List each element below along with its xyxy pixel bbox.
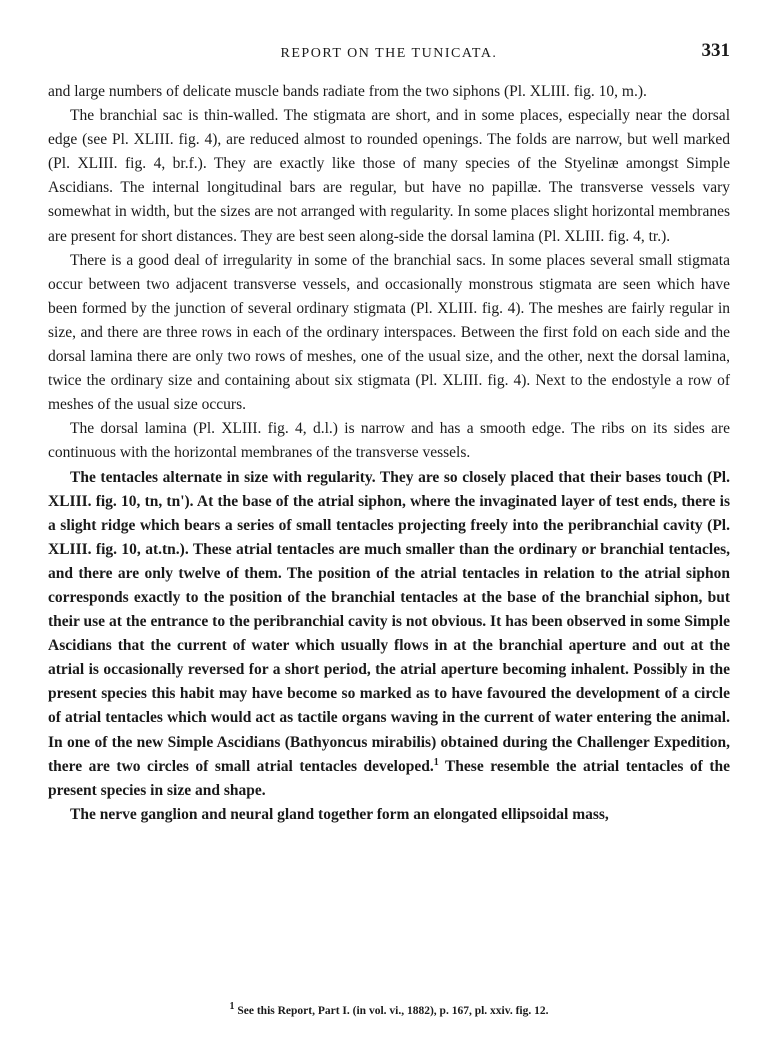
footnote [48,1001,730,1017]
footnote-text: See this Report, Part I. (in vol. vi., 1882), p. 167, pl. xxiv. fig. 12. [237,1005,549,1017]
footnote-marker: 1 [229,1001,235,1013]
paragraph: The dorsal lamina (Pl. XLIII. fig. 4, d.l.) is narrow and has a smooth edge. The ribs on its sides are continuous with the horizontal membranes of the transverse vessels. [48,420,730,462]
body-text [48,80,730,827]
page-number: 331 [701,40,730,61]
running-header [48,40,730,64]
paragraph: and large numbers of delicate muscle bands radiate from the two siphons (Pl. XLIII. fig. 10, m.). [48,83,647,100]
paragraph-text: The tentacles alternate in size with regularity. They are so closely placed that their bases touch (Pl. XLIII. fig. 10, tn, tn'). At the base of the atrial siphon, where the invaginated layer of test ends, there is a slight ridge which bears a series of small tentacles projecting freely into the peribranchial cavity (Pl. XLIII. fig. 10, at.tn.). These atrial tentacles are much smaller than the ordinary or branchial tentacles, and there are only twelve of them. The position of the atrial tentacles in relation to the atrial siphon corresponds exactly to the position of the branchial tentacles at the base of the branchial siphon, but their use at the entrance to the peribranchial cavity is not obvious. It has been observed in some Simple Ascidians that the current of water which usually flows in at the branchial aperture and out at the atrial is occasionally reversed for a short period, the atrial aperture becoming inhalent. Possibly in the present species this habit may have become so marked as to have favoured the development of a circle of atrial tentacles which would act as tactile organs waving in the current of water entering the animal. In one of the new Simple Ascidians (Bathyoncus mirabilis) obtained during the Challenger Expedition, there are two circles of small atrial tentacles developed. [48,468,730,775]
paragraph: The branchial sac is thin-walled. The stigmata are short, and in some places, especially near the dorsal edge (see Pl. XLIII. fig. 4), are reduced almost to rounded openings. The folds are narrow, but well marked (Pl. XLIII. fig. 4, br.f.). They are exactly like those of many species of the Styelinæ amongst Simple Ascidians. The internal longitudinal bars are regular, but have no papillæ. The transverse vessels vary somewhat in width, but the sizes are not arranged with regularity. In some places slight horizontal membranes are present for short distances. They are best seen along-side the dorsal lamina (Pl. XLIII. fig. 4, tr.). [48,107,730,245]
paragraph: There is a good deal of irregularity in some of the branchial sacs. In some places several small stigmata occur between two adjacent transverse vessels, and occasionally monstrous stigmata are seen which have been formed by the junction of several ordinary stigmata (Pl. XLIII. fig. 4). The meshes are fairly regular in size, and there are three rows in each of the ordinary interspaces. Between the first fold on each side and the dorsal lamina there are only two rows of meshes, one of the usual size, and the other, next the dorsal lamina, twice the ordinary size and containing about six stigmata (Pl. XLIII. fig. 4). Next to the endostyle a row of meshes of the usual size occurs. [48,251,730,414]
running-title: REPORT ON THE TUNICATA. [280,46,498,61]
footnote-reference: 1 [433,756,439,768]
paragraph-text: These resemble the atrial tentacles of the present species in size and shape. [48,757,730,799]
paragraph [48,466,730,803]
paragraph: The nerve ganglion and neural gland together form an elongated ellipsoidal mass, [70,805,609,823]
